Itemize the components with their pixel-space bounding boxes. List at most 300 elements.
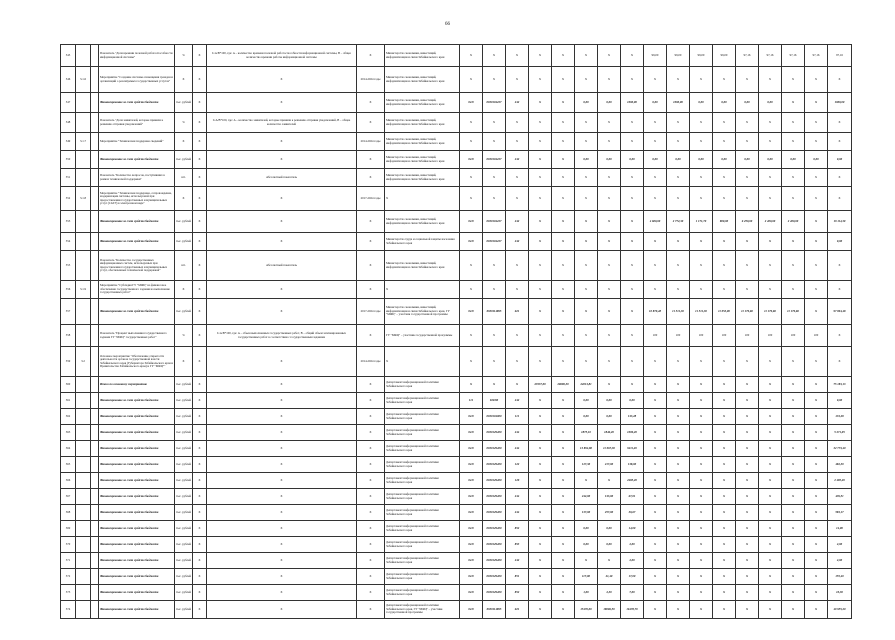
row-period: X	[357, 45, 385, 67]
row-value: X	[736, 569, 759, 585]
row-value: X	[713, 489, 736, 505]
row-value: 0930129400	[483, 521, 506, 537]
row-value: X	[828, 325, 852, 347]
row-value: X	[713, 377, 736, 393]
row-value: X	[690, 441, 713, 457]
row-value: 0,00	[598, 393, 621, 409]
row-value: 67,01	[621, 489, 644, 505]
row-value: X	[736, 473, 759, 489]
row-value: 97,16	[828, 45, 852, 67]
row-value: 9211,20	[621, 441, 644, 457]
row-value: X	[506, 169, 529, 187]
row-value: 0930114895	[483, 299, 506, 325]
row-unit: тыс. рублей	[175, 377, 193, 393]
row-number: 558	[61, 325, 76, 347]
row-name: Показатель "Процент выполнения государственного задания ГУ "МФЦ" государственных работ"	[99, 325, 175, 347]
row-value: X	[690, 537, 713, 553]
row-value: 0,00	[713, 93, 736, 113]
row-value: X	[552, 457, 575, 473]
row-period: X	[357, 211, 385, 233]
row-value: X	[460, 169, 483, 187]
row-value: X	[575, 299, 598, 325]
row-period: X	[357, 393, 385, 409]
row-value: X	[805, 537, 828, 553]
row-value: X	[506, 347, 529, 377]
row-value: X	[667, 521, 690, 537]
row-formula: X	[207, 281, 357, 299]
row-value: X	[644, 537, 667, 553]
row-value: X	[805, 569, 828, 585]
row-value: X	[713, 425, 736, 441]
row-formula: X	[207, 569, 357, 585]
row-p: X	[193, 537, 207, 553]
row-value: 482,30	[828, 457, 852, 473]
row-value: X	[805, 233, 828, 251]
row-value: X	[644, 441, 667, 457]
row-responsible: X	[385, 347, 460, 377]
row-value: X	[575, 553, 598, 569]
row-value: X	[506, 187, 529, 211]
row-p: X	[193, 489, 207, 505]
row-value: X	[483, 347, 506, 377]
row-value: X	[805, 93, 828, 113]
row-value: X	[552, 93, 575, 113]
row-value: X	[529, 569, 552, 585]
row-sub	[91, 457, 99, 473]
row-value: X	[759, 347, 782, 377]
table-row	[61, 441, 852, 457]
row-responsible: X	[385, 281, 460, 299]
row-code	[76, 601, 91, 619]
row-value: 04/0	[460, 585, 483, 601]
row-unit: тыс. рублей	[175, 537, 193, 553]
row-value: X	[690, 569, 713, 585]
row-value: X	[759, 409, 782, 425]
row-value: X	[644, 377, 667, 393]
row-value: 99,00	[667, 45, 690, 67]
row-value: 17,00	[621, 569, 644, 585]
row-sub	[91, 299, 99, 325]
row-value: 0,00	[575, 93, 598, 113]
row-value: X	[759, 169, 782, 187]
row-p: X	[193, 409, 207, 425]
row-value: X	[782, 187, 805, 211]
row-value: X	[782, 93, 805, 113]
row-value: X	[759, 233, 782, 251]
row-value: 04/0	[460, 211, 483, 233]
row-value: 851	[506, 569, 529, 585]
row-name: Показатель "Доля заявителей, которые приняли к решению отправки уведомлений"	[99, 113, 175, 133]
row-value: 4 600,00	[644, 211, 667, 233]
row-formula: I=A/B*100, где: A – количество времени полезной работоспособности информационной системы, B – общее количество времени работы информационной системы	[207, 45, 357, 67]
row-sub	[91, 393, 99, 409]
row-code	[76, 211, 91, 233]
page-number: 66	[445, 22, 450, 27]
row-value: X	[759, 489, 782, 505]
row-sub	[91, 169, 99, 187]
row-number: 569	[61, 521, 76, 537]
row-responsible: Министерство экономики, инвестиций, информатизации и связи Забайкальского края	[385, 93, 460, 113]
row-code	[76, 505, 91, 521]
row-value: 04/0	[460, 473, 483, 489]
row-value: X	[575, 251, 598, 281]
row-unit: тыс. рублей	[175, 441, 193, 457]
row-value: 100	[713, 325, 736, 347]
row-name: Показатель "Количество государственных информационных систем, используемых при предоставлении государственных и муниципальных услуг, обеспеченных технической поддержкой"	[99, 251, 175, 281]
row-value: X	[713, 457, 736, 473]
row-value: X	[529, 67, 552, 93]
row-unit: тыс. рублей	[175, 393, 193, 409]
row-value: X	[782, 393, 805, 409]
row-value: X	[460, 377, 483, 393]
row-value: X	[644, 281, 667, 299]
row-value: 0,00	[575, 151, 598, 169]
row-value: 2,00	[828, 537, 852, 553]
row-code	[76, 113, 91, 133]
row-value: 18006,50	[598, 601, 621, 619]
row-value: 13 894,80	[575, 441, 598, 457]
row-value: X	[805, 553, 828, 569]
row-number: 556	[61, 281, 76, 299]
row-value: 100	[736, 325, 759, 347]
row-value: X	[759, 441, 782, 457]
row-number: 564	[61, 441, 76, 457]
row-value: 99,00	[690, 45, 713, 67]
row-p: X	[193, 45, 207, 67]
row-value: 6 250,00	[736, 211, 759, 233]
row-value: 100	[644, 325, 667, 347]
row-value: 2,00	[621, 537, 644, 553]
row-sub	[91, 347, 99, 377]
row-sub	[91, 537, 99, 553]
row-unit: X	[175, 67, 193, 93]
row-value: 1000,00	[621, 93, 644, 113]
row-period: X	[357, 585, 385, 601]
row-value: X	[782, 457, 805, 473]
row-value: X	[529, 251, 552, 281]
row-responsible: Департамент информационной политики Забайкальского края	[385, 409, 460, 425]
row-value: 11 067,30	[598, 441, 621, 457]
row-value: X	[644, 67, 667, 93]
row-value: 0930129400	[483, 569, 506, 585]
row-value: X	[713, 505, 736, 521]
row-unit: тыс. рублей	[175, 585, 193, 601]
row-value: 15470,00	[575, 601, 598, 619]
row-value: X	[805, 457, 828, 473]
row-p: X	[193, 325, 207, 347]
row-value: X	[805, 347, 828, 377]
row-p: X	[193, 569, 207, 585]
row-value: 0930104227	[483, 151, 506, 169]
row-value: X	[713, 133, 736, 151]
row-value: X	[529, 113, 552, 133]
row-value: X	[529, 325, 552, 347]
row-value: X	[805, 505, 828, 521]
row-value: 0930129400	[483, 425, 506, 441]
row-value: X	[460, 45, 483, 67]
row-value: 16478,70	[621, 601, 644, 619]
row-value: 2,00	[828, 553, 852, 569]
row-value: 0,00	[736, 151, 759, 169]
row-value: 11 053,00	[713, 299, 736, 325]
row-formula: Абсолютный показатель	[207, 251, 357, 281]
row-value: 138,00	[621, 457, 644, 473]
row-value: X	[736, 393, 759, 409]
row-period: X	[357, 281, 385, 299]
row-code	[76, 409, 91, 425]
row-value: X	[805, 409, 828, 425]
row-value: X	[805, 281, 828, 299]
row-value: X	[828, 347, 852, 377]
row-formula: X	[207, 585, 357, 601]
row-value: X	[529, 299, 552, 325]
row-value: 242	[506, 233, 529, 251]
row-number: 567	[61, 489, 76, 505]
row-value: 0930104227	[483, 93, 506, 113]
row-value: X	[759, 473, 782, 489]
row-period: X	[357, 505, 385, 521]
row-period: X	[357, 601, 385, 619]
row-value: X	[483, 113, 506, 133]
row-p: X	[193, 457, 207, 473]
row-value: 0,00	[805, 151, 828, 169]
row-value: X	[552, 299, 575, 325]
row-value: X	[644, 393, 667, 409]
row-value: X	[621, 133, 644, 151]
row-value: X	[644, 505, 667, 521]
row-value: 11 179,60	[782, 299, 805, 325]
row-formula: X	[207, 151, 357, 169]
row-name: Финансирование за счет средств бюджета	[99, 233, 175, 251]
row-responsible: Департамент информационной политики Забайкальского края	[385, 425, 460, 441]
row-value: 117,00	[575, 569, 598, 585]
row-code	[76, 169, 91, 187]
row-value: X	[667, 441, 690, 457]
row-formula: X	[207, 93, 357, 113]
row-value: X	[460, 251, 483, 281]
table-row	[61, 133, 852, 151]
row-value: 621	[506, 601, 529, 619]
row-p: X	[193, 377, 207, 393]
row-value: X	[805, 169, 828, 187]
row-formula: X	[207, 133, 357, 151]
row-value: 0930129400	[483, 489, 506, 505]
row-value: X	[782, 521, 805, 537]
row-value: 0,00	[828, 393, 852, 409]
row-value: X	[690, 409, 713, 425]
row-value: X	[782, 281, 805, 299]
row-name: Финансирование за счет средств бюджета	[99, 537, 175, 553]
table-row	[61, 409, 852, 425]
row-number: 547	[61, 93, 76, 113]
row-value: X	[598, 377, 621, 393]
row-value: 0,00	[598, 151, 621, 169]
row-value: X	[759, 505, 782, 521]
row-value: X	[828, 251, 852, 281]
row-value: X	[713, 67, 736, 93]
table-row	[61, 281, 852, 299]
row-value: X	[621, 281, 644, 299]
row-value: X	[529, 441, 552, 457]
row-responsible: ГУ "МФЦ" – участник государственной программы	[385, 325, 460, 347]
row-period: 2017-2024 годы	[357, 187, 385, 211]
row-value: 0,00	[575, 521, 598, 537]
row-p: X	[193, 187, 207, 211]
row-value: 0,00	[575, 409, 598, 425]
row-period: X	[357, 251, 385, 281]
row-value: X	[575, 281, 598, 299]
row-code	[76, 45, 91, 67]
row-name: Финансирование за счет средств бюджета	[99, 393, 175, 409]
row-responsible: Министерство экономики, инвестиций, информатизации и связи Забайкальского края, ГУ "МФЦ" – участник государственной программы	[385, 299, 460, 325]
row-value: X	[782, 251, 805, 281]
row-formula: X	[207, 457, 357, 473]
row-value: X	[805, 211, 828, 233]
row-value: X	[782, 133, 805, 151]
row-value: X	[598, 45, 621, 67]
row-value: X	[483, 133, 506, 151]
row-value: X	[598, 251, 621, 281]
row-sub	[91, 505, 99, 521]
row-code	[76, 377, 91, 393]
row-number: 559	[61, 347, 76, 377]
row-sub	[91, 211, 99, 233]
row-value: X	[667, 347, 690, 377]
table-row	[61, 325, 852, 347]
row-name: Мероприятие "Техническая поддержка сведений"	[99, 133, 175, 151]
row-responsible: Министерство экономики, инвестиций, информатизации и связи Забайкальского края	[385, 45, 460, 67]
row-name: Финансирование за счет средств бюджета	[99, 441, 175, 457]
row-value: X	[805, 489, 828, 505]
row-value: 0,00	[759, 151, 782, 169]
row-value: X	[552, 113, 575, 133]
row-value: X	[713, 251, 736, 281]
row-value: X	[759, 187, 782, 211]
row-value: X	[483, 251, 506, 281]
row-value: 2 485,20	[828, 473, 852, 489]
row-responsible: Министерство труда и социальной защиты населения Забайкальского края	[385, 233, 460, 251]
row-code: 3.1.8	[76, 187, 91, 211]
row-sub	[91, 553, 99, 569]
row-number: 574	[61, 601, 76, 619]
row-value: X	[759, 393, 782, 409]
row-value: X	[667, 489, 690, 505]
row-value: 04/0	[460, 93, 483, 113]
row-sub	[91, 377, 99, 393]
row-value: X	[529, 93, 552, 113]
row-value: X	[529, 393, 552, 409]
row-value: X	[667, 393, 690, 409]
row-responsible: Департамент информационной политики Забайкальского края	[385, 521, 460, 537]
row-value: 122	[506, 457, 529, 473]
row-value: 11 179,60	[759, 299, 782, 325]
row-value: X	[575, 113, 598, 133]
row-value: X	[529, 585, 552, 601]
row-value: X	[782, 505, 805, 521]
table-row	[61, 569, 852, 585]
row-responsible: Департамент информационной политики Забайкальского края	[385, 585, 460, 601]
row-code	[76, 553, 91, 569]
row-value: 0930129400	[483, 473, 506, 489]
row-number: 552	[61, 187, 76, 211]
row-value: 99,00	[713, 45, 736, 67]
row-formula: X	[207, 377, 357, 393]
row-value: 244	[506, 489, 529, 505]
row-value: X	[598, 133, 621, 151]
row-value: X	[713, 393, 736, 409]
row-value: 21,40	[598, 569, 621, 585]
row-responsible: Министерство экономики, инвестиций, информатизации и связи Забайкальского края	[385, 151, 460, 169]
row-value: X	[828, 169, 852, 187]
row-p: X	[193, 233, 207, 251]
row-value: X	[759, 67, 782, 93]
row-name: Финансирование за счет средств бюджета	[99, 457, 175, 473]
row-value: X	[690, 233, 713, 251]
row-value: 97,16	[805, 45, 828, 67]
row-name: Итого по основному мероприятию	[99, 377, 175, 393]
row-p: X	[193, 505, 207, 521]
row-value: X	[644, 489, 667, 505]
row-value: X	[736, 67, 759, 93]
table-row	[61, 473, 852, 489]
row-sub	[91, 473, 99, 489]
row-value: 111	[460, 393, 483, 409]
row-period: X	[357, 553, 385, 569]
row-responsible: Департамент информационной политики Забайкальского края	[385, 377, 460, 393]
row-value: X	[552, 347, 575, 377]
row-p: X	[193, 251, 207, 281]
row-number: 548	[61, 113, 76, 133]
row-value: X	[736, 441, 759, 457]
row-unit: тыс. рублей	[175, 409, 193, 425]
row-value: 0,00	[598, 537, 621, 553]
row-value: X	[529, 553, 552, 569]
row-value: X	[552, 585, 575, 601]
row-value: X	[736, 187, 759, 211]
row-value: 75 183,13	[828, 377, 852, 393]
row-value: X	[667, 505, 690, 521]
row-sub	[91, 601, 99, 619]
row-period: 2014-2024 годы	[357, 133, 385, 151]
row-value: 0,00	[598, 93, 621, 113]
row-value: X	[736, 537, 759, 553]
row-value: X	[529, 211, 552, 233]
row-value: X	[529, 233, 552, 251]
row-value: X	[621, 45, 644, 67]
row-value: X	[690, 473, 713, 489]
row-value: 242	[506, 553, 529, 569]
row-value: 11 511,30	[690, 299, 713, 325]
row-p: X	[193, 133, 207, 151]
row-responsible: Министерство экономики, инвестиций, информатизации и связи Забайкальского края	[385, 133, 460, 151]
row-value: X	[690, 425, 713, 441]
row-responsible: X	[385, 187, 460, 211]
row-code: 3.1.9	[76, 281, 91, 299]
row-value: X	[736, 281, 759, 299]
row-value: 04/0	[460, 409, 483, 425]
row-value: X	[575, 133, 598, 151]
row-number: 565	[61, 457, 76, 473]
row-value: X	[736, 457, 759, 473]
row-number: 561	[61, 393, 76, 409]
row-number: 562	[61, 409, 76, 425]
row-value: X	[690, 521, 713, 537]
row-p: X	[193, 425, 207, 441]
row-period: X	[357, 325, 385, 347]
row-value: X	[713, 233, 736, 251]
row-value: X	[598, 325, 621, 347]
row-responsible: Департамент информационной политики Забайкальского края	[385, 457, 460, 473]
